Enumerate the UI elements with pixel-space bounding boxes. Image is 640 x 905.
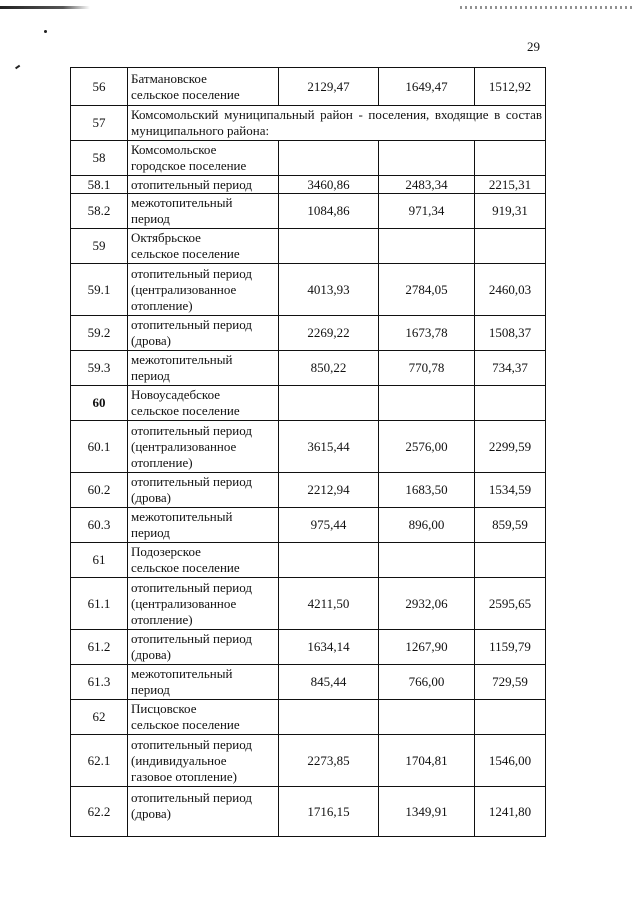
- value-cell: 845,44: [279, 665, 379, 700]
- value-cell: 1634,14: [279, 630, 379, 665]
- table-row: [71, 543, 546, 578]
- row-number: 57: [71, 106, 128, 141]
- row-name-text: отопительный период: [131, 176, 252, 192]
- row-name: [128, 176, 279, 194]
- row-name-text: отопительный период (централизованное отопление): [131, 579, 252, 627]
- row-name: [128, 787, 279, 837]
- value-cell: 2595,65: [475, 578, 546, 630]
- value-cell: 975,44: [279, 508, 379, 543]
- row-name: [128, 578, 279, 630]
- row-name-text: межотопительный период: [131, 509, 233, 540]
- row-name: [128, 735, 279, 787]
- value-cell: 4211,50: [279, 578, 379, 630]
- row-name: [128, 316, 279, 351]
- value-cell: 770,78: [379, 351, 475, 386]
- table-row: [71, 194, 546, 229]
- row-name: [128, 543, 279, 578]
- row-name: [128, 229, 279, 264]
- value-cell: [279, 700, 379, 735]
- scan-speck: [15, 65, 20, 69]
- value-cell: 2129,47: [279, 68, 379, 106]
- table-row: [71, 578, 546, 630]
- value-cell: [475, 543, 546, 578]
- row-name-text: Батмановское сельское поселение: [131, 70, 240, 102]
- value-cell: 1683,50: [379, 473, 475, 508]
- value-cell: [379, 543, 475, 578]
- value-cell: 1159,79: [475, 630, 546, 665]
- page-number: 29: [527, 39, 540, 54]
- table-row: [71, 68, 546, 106]
- row-number: 59: [71, 229, 128, 264]
- row-name-text: отопительный период (дрова): [131, 790, 252, 821]
- value-cell: 1716,15: [279, 787, 379, 837]
- row-name-text: Комсомольское городское поселение: [131, 142, 247, 173]
- row-name: [128, 141, 279, 176]
- value-cell: 2576,00: [379, 421, 475, 473]
- value-cell: 1267,90: [379, 630, 475, 665]
- table-row: [71, 386, 546, 421]
- row-number: 60: [71, 386, 128, 421]
- row-number: 59.3: [71, 351, 128, 386]
- value-cell: 896,00: [379, 508, 475, 543]
- value-cell: 2483,34: [379, 176, 475, 194]
- table-row: [71, 351, 546, 386]
- value-cell: 2460,03: [475, 264, 546, 316]
- table-row: [71, 316, 546, 351]
- table-row: [71, 141, 546, 176]
- value-cell: 919,31: [475, 194, 546, 229]
- table-row: [71, 264, 546, 316]
- row-number: 59.2: [71, 316, 128, 351]
- row-name-text: Подозерское сельское поселение: [131, 544, 240, 575]
- value-cell: 859,59: [475, 508, 546, 543]
- row-name: [128, 508, 279, 543]
- value-cell: [475, 386, 546, 421]
- table-row: [71, 787, 546, 837]
- table-row: [71, 106, 546, 141]
- value-cell: 850,22: [279, 351, 379, 386]
- value-cell: [379, 141, 475, 176]
- table-row: [71, 665, 546, 700]
- value-cell: 2269,22: [279, 316, 379, 351]
- row-number: 58.2: [71, 194, 128, 229]
- table-row: [71, 630, 546, 665]
- row-number: 60.1: [71, 421, 128, 473]
- row-name: [128, 665, 279, 700]
- table-row: [71, 473, 546, 508]
- value-cell: 971,34: [379, 194, 475, 229]
- value-cell: 766,00: [379, 665, 475, 700]
- scan-artifact-top-right: [460, 6, 635, 9]
- section-header: Комсомольский муниципальный район - поселения, входящие в состав муниципального района:: [128, 106, 546, 141]
- table-row: [71, 229, 546, 264]
- value-cell: [379, 700, 475, 735]
- row-name-text: отопительный период (дрова): [131, 474, 252, 505]
- value-cell: 1084,86: [279, 194, 379, 229]
- value-cell: [279, 386, 379, 421]
- table-row: [71, 735, 546, 787]
- value-cell: 1349,91: [379, 787, 475, 837]
- table-row: [71, 700, 546, 735]
- row-name-text: межотопительный период: [131, 352, 233, 383]
- value-cell: 729,59: [475, 665, 546, 700]
- value-cell: 1649,47: [379, 68, 475, 106]
- row-number: 61.1: [71, 578, 128, 630]
- value-cell: 1508,37: [475, 316, 546, 351]
- row-name-text: отопительный период (централизованное отопление): [131, 265, 252, 313]
- row-name-text: Писцовское сельское поселение: [131, 701, 240, 732]
- row-number: 61.2: [71, 630, 128, 665]
- tariff-table: [70, 67, 546, 837]
- row-number: 62.1: [71, 735, 128, 787]
- value-cell: [279, 543, 379, 578]
- value-cell: 2215,31: [475, 176, 546, 194]
- table-row: [71, 421, 546, 473]
- value-cell: 3460,86: [279, 176, 379, 194]
- value-cell: [475, 141, 546, 176]
- scan-speck: [44, 30, 47, 33]
- row-name-text: отопительный период (индивидуальное газовое отопление): [131, 736, 252, 784]
- value-cell: 1241,80: [475, 787, 546, 837]
- value-cell: 2273,85: [279, 735, 379, 787]
- row-number: 61.3: [71, 665, 128, 700]
- value-cell: [279, 141, 379, 176]
- value-cell: 1704,81: [379, 735, 475, 787]
- row-name-text: Октябрьское сельское поселение: [131, 230, 240, 261]
- row-name: [128, 473, 279, 508]
- row-number: 56: [71, 68, 128, 106]
- row-name: [128, 421, 279, 473]
- row-number: 58.1: [71, 176, 128, 194]
- row-name-text: межотопительный период: [131, 195, 233, 226]
- value-cell: [279, 229, 379, 264]
- value-cell: 3615,44: [279, 421, 379, 473]
- row-name: [128, 194, 279, 229]
- scan-artifact-top-left: [0, 6, 90, 9]
- row-number: 60.3: [71, 508, 128, 543]
- row-name-text: отопительный период (централизованное отопление): [131, 422, 252, 470]
- row-name-text: отопительный период (дрова): [131, 631, 252, 662]
- row-number: 62.2: [71, 787, 128, 837]
- value-cell: 2784,05: [379, 264, 475, 316]
- value-cell: 2299,59: [475, 421, 546, 473]
- value-cell: 1512,92: [475, 68, 546, 106]
- table-row: [71, 176, 546, 194]
- value-cell: [475, 229, 546, 264]
- row-name: [128, 68, 279, 106]
- value-cell: 1673,78: [379, 316, 475, 351]
- row-name: [128, 630, 279, 665]
- row-name: [128, 351, 279, 386]
- row-name: [128, 386, 279, 421]
- value-cell: [379, 386, 475, 421]
- row-name: [128, 700, 279, 735]
- value-cell: 2212,94: [279, 473, 379, 508]
- value-cell: [379, 229, 475, 264]
- row-name-text: отопительный период (дрова): [131, 317, 252, 348]
- row-number: 60.2: [71, 473, 128, 508]
- row-name-text: Новоусадебское сельское поселение: [131, 387, 240, 418]
- table-row: [71, 508, 546, 543]
- value-cell: 734,37: [475, 351, 546, 386]
- value-cell: 1546,00: [475, 735, 546, 787]
- value-cell: 4013,93: [279, 264, 379, 316]
- row-number: 62: [71, 700, 128, 735]
- value-cell: 1534,59: [475, 473, 546, 508]
- value-cell: 2932,06: [379, 578, 475, 630]
- row-number: 58: [71, 141, 128, 176]
- row-number: 61: [71, 543, 128, 578]
- value-cell: [475, 700, 546, 735]
- row-number: 59.1: [71, 264, 128, 316]
- row-name: [128, 264, 279, 316]
- row-name-text: межотопительный период: [131, 666, 233, 697]
